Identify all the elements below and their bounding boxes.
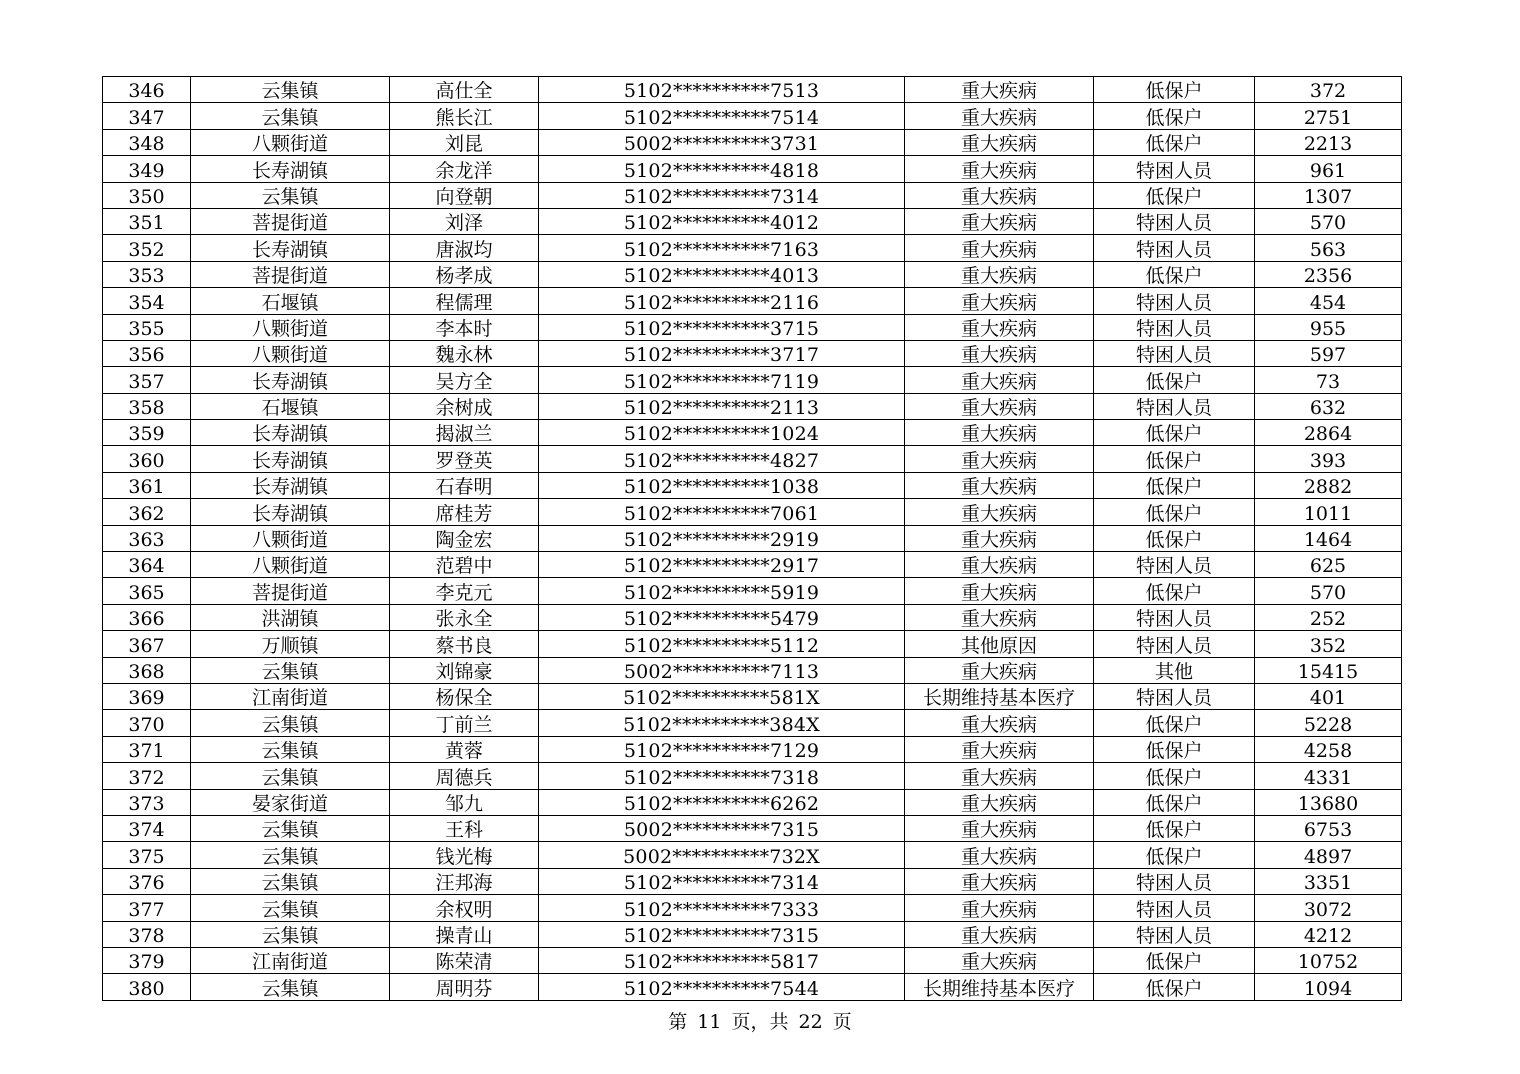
cell-name: 石春明: [390, 472, 539, 498]
cell-reason: 重大疾病: [905, 420, 1094, 446]
cell-township: 云集镇: [191, 868, 390, 894]
cell-id-number: 5102**********7333: [539, 895, 905, 921]
cell-category: 其他: [1094, 657, 1255, 683]
cell-name: 程儒理: [390, 288, 539, 314]
cell-serial: 360: [103, 446, 191, 472]
cell-reason: 重大疾病: [905, 842, 1094, 868]
cell-category: 低保户: [1094, 446, 1255, 472]
cell-id-number: 5102**********2917: [539, 552, 905, 578]
cell-township: 石堰镇: [191, 393, 390, 419]
cell-serial: 348: [103, 129, 191, 155]
cell-amount: 597: [1255, 340, 1402, 366]
cell-reason: 其他原因: [905, 631, 1094, 657]
cell-township: 云集镇: [191, 895, 390, 921]
cell-reason: 重大疾病: [905, 710, 1094, 736]
table-row: [103, 552, 1402, 578]
table-row: [103, 578, 1402, 604]
cell-name: 蔡书良: [390, 631, 539, 657]
cell-amount: 73: [1255, 367, 1402, 393]
table-body: [103, 77, 1402, 1001]
cell-reason: 重大疾病: [905, 446, 1094, 472]
cell-amount: 1307: [1255, 182, 1402, 208]
cell-reason: 重大疾病: [905, 367, 1094, 393]
cell-name: 罗登英: [390, 446, 539, 472]
cell-id-number: 5102**********2116: [539, 288, 905, 314]
cell-id-number: 5102**********581X: [539, 683, 905, 709]
cell-amount: 393: [1255, 446, 1402, 472]
cell-id-number: 5102**********7314: [539, 868, 905, 894]
cell-amount: 2864: [1255, 420, 1402, 446]
cell-township: 云集镇: [191, 815, 390, 841]
cell-serial: 366: [103, 604, 191, 630]
cell-amount: 625: [1255, 552, 1402, 578]
cell-id-number: 5102**********7314: [539, 182, 905, 208]
cell-township: 云集镇: [191, 842, 390, 868]
page-footer: [0, 1011, 1520, 1033]
table-row: [103, 103, 1402, 129]
cell-reason: 重大疾病: [905, 789, 1094, 815]
cell-amount: 6753: [1255, 815, 1402, 841]
cell-serial: 358: [103, 393, 191, 419]
cell-township: 菩提街道: [191, 261, 390, 287]
cell-township: 长寿湖镇: [191, 235, 390, 261]
cell-serial: 380: [103, 974, 191, 1000]
cell-name: 张永全: [390, 604, 539, 630]
table-row: [103, 235, 1402, 261]
cell-id-number: 5102**********3717: [539, 340, 905, 366]
cell-serial: 352: [103, 235, 191, 261]
cell-amount: 2356: [1255, 261, 1402, 287]
cell-amount: 2213: [1255, 129, 1402, 155]
cell-township: 云集镇: [191, 103, 390, 129]
cell-reason: 重大疾病: [905, 578, 1094, 604]
cell-serial: 371: [103, 736, 191, 762]
cell-township: 菩提街道: [191, 208, 390, 234]
cell-category: 低保户: [1094, 578, 1255, 604]
cell-township: 云集镇: [191, 77, 390, 103]
cell-category: 低保户: [1094, 974, 1255, 1000]
cell-reason: 重大疾病: [905, 182, 1094, 208]
cell-township: 长寿湖镇: [191, 156, 390, 182]
cell-township: 洪湖镇: [191, 604, 390, 630]
cell-reason: 重大疾病: [905, 393, 1094, 419]
cell-township: 云集镇: [191, 974, 390, 1000]
cell-category: 低保户: [1094, 789, 1255, 815]
table-row: [103, 631, 1402, 657]
cell-township: 长寿湖镇: [191, 499, 390, 525]
cell-amount: 1011: [1255, 499, 1402, 525]
cell-id-number: 5102**********5919: [539, 578, 905, 604]
cell-category: 低保户: [1094, 103, 1255, 129]
cell-amount: 352: [1255, 631, 1402, 657]
cell-amount: 454: [1255, 288, 1402, 314]
cell-name: 李本时: [390, 314, 539, 340]
cell-category: 特困人员: [1094, 235, 1255, 261]
cell-township: 云集镇: [191, 736, 390, 762]
table-row: [103, 420, 1402, 446]
cell-category: 特困人员: [1094, 868, 1255, 894]
table-row: [103, 604, 1402, 630]
cell-category: 特困人员: [1094, 288, 1255, 314]
cell-category: 特困人员: [1094, 552, 1255, 578]
cell-reason: 重大疾病: [905, 288, 1094, 314]
cell-amount: 570: [1255, 208, 1402, 234]
cell-township: 云集镇: [191, 182, 390, 208]
cell-id-number: 5102**********2113: [539, 393, 905, 419]
table-row: [103, 472, 1402, 498]
cell-amount: 4331: [1255, 763, 1402, 789]
cell-category: 低保户: [1094, 367, 1255, 393]
cell-name: 席桂芳: [390, 499, 539, 525]
cell-serial: 359: [103, 420, 191, 446]
cell-category: 低保户: [1094, 499, 1255, 525]
cell-name: 余龙洋: [390, 156, 539, 182]
cell-township: 长寿湖镇: [191, 446, 390, 472]
cell-serial: 365: [103, 578, 191, 604]
cell-name: 王科: [390, 815, 539, 841]
cell-reason: 重大疾病: [905, 129, 1094, 155]
cell-id-number: 5102**********7544: [539, 974, 905, 1000]
cell-category: 特困人员: [1094, 156, 1255, 182]
cell-amount: 252: [1255, 604, 1402, 630]
cell-id-number: 5102**********7061: [539, 499, 905, 525]
cell-id-number: 5102**********4013: [539, 261, 905, 287]
table-row: [103, 77, 1402, 103]
cell-reason: 重大疾病: [905, 947, 1094, 973]
table-row: [103, 974, 1402, 1000]
cell-id-number: 5102**********5479: [539, 604, 905, 630]
cell-id-number: 5102**********7129: [539, 736, 905, 762]
cell-name: 刘泽: [390, 208, 539, 234]
cell-name: 邹九: [390, 789, 539, 815]
cell-id-number: 5102**********7163: [539, 235, 905, 261]
beneficiary-table: [102, 76, 1402, 1001]
cell-category: 低保户: [1094, 77, 1255, 103]
cell-name: 陈荣清: [390, 947, 539, 973]
cell-reason: 重大疾病: [905, 921, 1094, 947]
cell-amount: 1464: [1255, 525, 1402, 551]
cell-reason: 重大疾病: [905, 314, 1094, 340]
cell-id-number: 5102**********7513: [539, 77, 905, 103]
table-row: [103, 815, 1402, 841]
cell-category: 低保户: [1094, 947, 1255, 973]
cell-name: 刘锦豪: [390, 657, 539, 683]
cell-category: 特困人员: [1094, 314, 1255, 340]
cell-township: 长寿湖镇: [191, 420, 390, 446]
cell-amount: 961: [1255, 156, 1402, 182]
cell-category: 低保户: [1094, 182, 1255, 208]
cell-category: 低保户: [1094, 763, 1255, 789]
table-row: [103, 288, 1402, 314]
cell-serial: 373: [103, 789, 191, 815]
cell-name: 丁前兰: [390, 710, 539, 736]
table-row: [103, 525, 1402, 551]
cell-id-number: 5102**********3715: [539, 314, 905, 340]
cell-amount: 4897: [1255, 842, 1402, 868]
cell-serial: 372: [103, 763, 191, 789]
cell-id-number: 5102**********5112: [539, 631, 905, 657]
cell-id-number: 5102**********4827: [539, 446, 905, 472]
cell-reason: 重大疾病: [905, 763, 1094, 789]
cell-township: 江南街道: [191, 683, 390, 709]
cell-id-number: 5102**********7315: [539, 921, 905, 947]
table-row: [103, 657, 1402, 683]
cell-reason: 重大疾病: [905, 657, 1094, 683]
cell-serial: 362: [103, 499, 191, 525]
cell-township: 云集镇: [191, 710, 390, 736]
cell-name: 揭淑兰: [390, 420, 539, 446]
cell-category: 特困人员: [1094, 921, 1255, 947]
cell-amount: 2882: [1255, 472, 1402, 498]
cell-reason: 重大疾病: [905, 604, 1094, 630]
cell-reason: 重大疾病: [905, 340, 1094, 366]
cell-township: 长寿湖镇: [191, 472, 390, 498]
cell-township: 八颗街道: [191, 525, 390, 551]
cell-amount: 1094: [1255, 974, 1402, 1000]
cell-id-number: 5102**********1024: [539, 420, 905, 446]
cell-id-number: 5102**********7514: [539, 103, 905, 129]
table-row: [103, 710, 1402, 736]
cell-township: 菩提街道: [191, 578, 390, 604]
table-row: [103, 261, 1402, 287]
cell-serial: 349: [103, 156, 191, 182]
table-row: [103, 367, 1402, 393]
cell-category: 特困人员: [1094, 683, 1255, 709]
cell-category: 低保户: [1094, 261, 1255, 287]
cell-serial: 379: [103, 947, 191, 973]
table-row: [103, 947, 1402, 973]
table-row: [103, 182, 1402, 208]
cell-name: 李克元: [390, 578, 539, 604]
cell-name: 周德兵: [390, 763, 539, 789]
cell-name: 刘昆: [390, 129, 539, 155]
cell-category: 特困人员: [1094, 208, 1255, 234]
table-row: [103, 156, 1402, 182]
cell-name: 吴方全: [390, 367, 539, 393]
cell-reason: 重大疾病: [905, 868, 1094, 894]
cell-category: 低保户: [1094, 525, 1255, 551]
cell-township: 云集镇: [191, 657, 390, 683]
cell-reason: 重大疾病: [905, 552, 1094, 578]
cell-reason: 重大疾病: [905, 235, 1094, 261]
table-row: [103, 340, 1402, 366]
cell-id-number: 5002**********7315: [539, 815, 905, 841]
cell-category: 特困人员: [1094, 631, 1255, 657]
cell-name: 杨保全: [390, 683, 539, 709]
cell-category: 特困人员: [1094, 393, 1255, 419]
cell-id-number: 5102**********6262: [539, 789, 905, 815]
cell-serial: 375: [103, 842, 191, 868]
table-row: [103, 895, 1402, 921]
cell-serial: 377: [103, 895, 191, 921]
cell-serial: 356: [103, 340, 191, 366]
cell-category: 低保户: [1094, 472, 1255, 498]
cell-serial: 351: [103, 208, 191, 234]
cell-township: 石堰镇: [191, 288, 390, 314]
cell-category: 低保户: [1094, 815, 1255, 841]
cell-amount: 955: [1255, 314, 1402, 340]
cell-id-number: 5102**********4012: [539, 208, 905, 234]
cell-serial: 361: [103, 472, 191, 498]
cell-township: 云集镇: [191, 763, 390, 789]
cell-reason: 重大疾病: [905, 895, 1094, 921]
cell-reason: 长期维持基本医疗: [905, 974, 1094, 1000]
cell-name: 余权明: [390, 895, 539, 921]
table-row: [103, 129, 1402, 155]
cell-id-number: 5102**********1038: [539, 472, 905, 498]
cell-category: 低保户: [1094, 420, 1255, 446]
cell-serial: 353: [103, 261, 191, 287]
table-row: [103, 921, 1402, 947]
cell-serial: 376: [103, 868, 191, 894]
cell-reason: 重大疾病: [905, 472, 1094, 498]
cell-id-number: 5102**********7318: [539, 763, 905, 789]
cell-category: 特困人员: [1094, 895, 1255, 921]
table-row: [103, 683, 1402, 709]
cell-id-number: 5002**********7113: [539, 657, 905, 683]
cell-serial: 350: [103, 182, 191, 208]
cell-township: 长寿湖镇: [191, 367, 390, 393]
cell-serial: 357: [103, 367, 191, 393]
cell-amount: 2751: [1255, 103, 1402, 129]
cell-township: 八颗街道: [191, 552, 390, 578]
cell-reason: 重大疾病: [905, 736, 1094, 762]
cell-name: 周明芬: [390, 974, 539, 1000]
cell-reason: 重大疾病: [905, 208, 1094, 234]
cell-name: 唐淑均: [390, 235, 539, 261]
cell-serial: 369: [103, 683, 191, 709]
cell-name: 熊长江: [390, 103, 539, 129]
cell-id-number: 5102**********7119: [539, 367, 905, 393]
cell-name: 陶金宏: [390, 525, 539, 551]
cell-name: 魏永林: [390, 340, 539, 366]
table-row: [103, 393, 1402, 419]
cell-amount: 401: [1255, 683, 1402, 709]
cell-serial: 355: [103, 314, 191, 340]
cell-reason: 重大疾病: [905, 261, 1094, 287]
cell-name: 余树成: [390, 393, 539, 419]
cell-serial: 367: [103, 631, 191, 657]
cell-serial: 368: [103, 657, 191, 683]
cell-serial: 346: [103, 77, 191, 103]
cell-id-number: 5002**********3731: [539, 129, 905, 155]
cell-amount: 372: [1255, 77, 1402, 103]
cell-reason: 重大疾病: [905, 815, 1094, 841]
cell-serial: 370: [103, 710, 191, 736]
cell-name: 汪邦海: [390, 868, 539, 894]
cell-township: 晏家街道: [191, 789, 390, 815]
cell-amount: 13680: [1255, 789, 1402, 815]
cell-category: 特困人员: [1094, 604, 1255, 630]
cell-township: 万顺镇: [191, 631, 390, 657]
cell-name: 杨孝成: [390, 261, 539, 287]
cell-reason: 重大疾病: [905, 156, 1094, 182]
cell-amount: 5228: [1255, 710, 1402, 736]
table-row: [103, 736, 1402, 762]
table-row: [103, 499, 1402, 525]
cell-name: 高仕全: [390, 77, 539, 103]
cell-amount: 10752: [1255, 947, 1402, 973]
cell-reason: 重大疾病: [905, 525, 1094, 551]
cell-category: 特困人员: [1094, 340, 1255, 366]
cell-reason: 重大疾病: [905, 77, 1094, 103]
cell-id-number: 5002**********732X: [539, 842, 905, 868]
cell-serial: 374: [103, 815, 191, 841]
cell-category: 低保户: [1094, 842, 1255, 868]
cell-serial: 347: [103, 103, 191, 129]
cell-township: 八颗街道: [191, 314, 390, 340]
table-row: [103, 789, 1402, 815]
cell-amount: 3351: [1255, 868, 1402, 894]
cell-amount: 563: [1255, 235, 1402, 261]
cell-name: 钱光梅: [390, 842, 539, 868]
cell-name: 操青山: [390, 921, 539, 947]
table-row: [103, 446, 1402, 472]
cell-category: 低保户: [1094, 736, 1255, 762]
cell-amount: 570: [1255, 578, 1402, 604]
cell-amount: 4258: [1255, 736, 1402, 762]
cell-township: 江南街道: [191, 947, 390, 973]
table-row: [103, 868, 1402, 894]
table-row: [103, 314, 1402, 340]
cell-serial: 354: [103, 288, 191, 314]
cell-amount: 3072: [1255, 895, 1402, 921]
cell-reason: 重大疾病: [905, 499, 1094, 525]
page-number-label: 第 11 页，共 22 页: [668, 1011, 852, 1033]
cell-id-number: 5102**********2919: [539, 525, 905, 551]
cell-township: 云集镇: [191, 921, 390, 947]
cell-name: 向登朝: [390, 182, 539, 208]
table-row: [103, 842, 1402, 868]
cell-name: 黄蓉: [390, 736, 539, 762]
cell-category: 低保户: [1094, 129, 1255, 155]
cell-amount: 4212: [1255, 921, 1402, 947]
cell-serial: 363: [103, 525, 191, 551]
cell-township: 八颗街道: [191, 129, 390, 155]
cell-name: 范碧中: [390, 552, 539, 578]
cell-amount: 632: [1255, 393, 1402, 419]
table-row: [103, 208, 1402, 234]
cell-id-number: 5102**********5817: [539, 947, 905, 973]
cell-category: 低保户: [1094, 710, 1255, 736]
cell-serial: 364: [103, 552, 191, 578]
cell-id-number: 5102**********4818: [539, 156, 905, 182]
table-row: [103, 763, 1402, 789]
cell-township: 八颗街道: [191, 340, 390, 366]
cell-reason: 重大疾病: [905, 103, 1094, 129]
cell-amount: 15415: [1255, 657, 1402, 683]
cell-reason: 长期维持基本医疗: [905, 683, 1094, 709]
cell-id-number: 5102**********384X: [539, 710, 905, 736]
cell-serial: 378: [103, 921, 191, 947]
